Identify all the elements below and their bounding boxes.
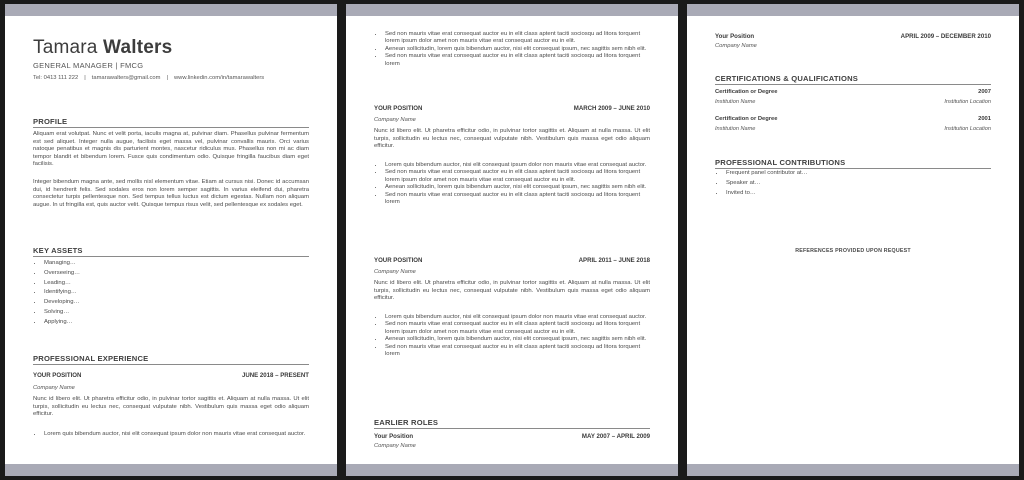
job-position: Your Position (374, 433, 414, 440)
list-item: • Leading… (43, 279, 309, 289)
page-header-band (346, 4, 678, 16)
job-dates: APRIL 2009 – DECEMBER 2010 (900, 33, 991, 40)
job-bullets (374, 314, 650, 358)
resume-page-3 (687, 4, 1019, 476)
list-item: • Speaker at… (725, 179, 991, 189)
job-title-row (715, 33, 991, 40)
list-item: • Sed non mauris vitae erat consequat auctor eu in elit class aptent taciti sociosqu ad litora torquent lorem ipsum dolor amet non mauris vitae erat consequat auctor eu in elit. (384, 321, 650, 336)
list-item: • Developing… (43, 298, 309, 308)
job-dates: MAY 2007 – APRIL 2009 (581, 433, 650, 440)
institution-location: Institution Location (944, 126, 991, 132)
list-item: • Managing… (43, 259, 309, 269)
contributions-list (715, 169, 991, 198)
job-company: Company Name (374, 443, 416, 449)
list-item: • Aenean sollicitudin, lorem quis bibendum auctor, nisi elit consequat ipsum, nec sagittis sem nibh elit. (384, 336, 650, 343)
certification-year: 2001 (978, 116, 991, 122)
section-heading-earlier-roles: EARLIER ROLES (374, 418, 650, 429)
list-item: • Applying… (43, 318, 309, 328)
page-footer-band (687, 464, 1019, 476)
list-item: • Aenean sollicitudin, lorem quis bibendum auctor, nisi elit consequat ipsum, nec sagittis sem nibh elit. (384, 46, 650, 53)
contact-linkedin[interactable]: www.linkedin.com/in/tamarawalters (173, 75, 265, 81)
job-dates: MARCH 2009 – JUNE 2010 (573, 105, 650, 112)
list-item: • Sed non mauris vitae erat consequat auctor eu in elit class aptent taciti sociosqu ad litora torquent lorem (384, 53, 650, 68)
certification-row (715, 116, 991, 122)
page-header-band (687, 4, 1019, 16)
certification-row (715, 89, 991, 95)
job-dates: APRIL 2011 – JUNE 2018 (578, 257, 650, 264)
certification-institution-row (715, 126, 991, 132)
list-item: • Frequent panel contributor at… (725, 169, 991, 179)
continued-bullets (374, 31, 650, 68)
list-item: • Sed non mauris vitae erat consequat auctor eu in elit class aptent taciti sociosqu ad litora torquent lorem ipsum dolor amet non mauris vitae erat consequat auctor eu in elit. (384, 169, 650, 184)
list-item: • Solving… (43, 308, 309, 318)
job-title-row (374, 433, 650, 440)
certification-year: 2007 (978, 89, 991, 95)
job-title-row (374, 105, 650, 112)
institution-location: Institution Location (944, 99, 991, 105)
job-bullets (33, 431, 309, 438)
certification-title: Certification or Degree (715, 116, 778, 122)
certification-institution-row (715, 99, 991, 105)
list-item: • Sed non mauris vitae erat consequat auctor eu in elit class aptent taciti sociosqu ad litora torquent lorem (384, 192, 650, 207)
list-item: • Overseeing… (43, 269, 309, 279)
section-heading-experience: PROFESSIONAL EXPERIENCE (33, 354, 309, 365)
page-header-band (5, 4, 337, 16)
job-position: YOUR POSITION (33, 372, 82, 379)
job-position: YOUR POSITION (374, 105, 423, 112)
list-item: • Invited to… (725, 189, 991, 199)
institution-name: Institution Name (715, 126, 756, 132)
section-heading-profile: PROFILE (33, 117, 309, 128)
section-heading-key-assets: KEY ASSETS (33, 246, 309, 257)
profile-paragraph-2: Integer bibendum magna ante, sed mollis nisl elementum vitae. Etiam at cursus nisi. Donec id accumsan dui, id hendrerit felis. Sed sodales eros non lorem semper sagittis. In varius eleifend dui, pharetra consectetur turpis pellentesque non. Sed tempus tellus luctus est dictum egestas. Nullam non aliquam augue. In ut fringilla est, quis auctor velit. Quisque tempus risus velit, sed pellentesque ex sodales eget. (33, 179, 309, 208)
contact-phone: Tel: 0413 111 222 (33, 75, 79, 81)
job-description: Nunc id libero elit. Ut pharetra efficitur odio, in pulvinar tortor sagittis et. Aliquam at nulla massa. Ut elit turpis, sollicitudin eu lectus nec, consequat vulputate nibh. Vestibulum quis massa eget odio aliquam efficitur. (33, 396, 309, 418)
job-company: Company Name (715, 43, 757, 49)
job-title-row (374, 257, 650, 264)
job-dates: JUNE 2018 – PRESENT (241, 372, 309, 379)
resume-page-1 (5, 4, 337, 476)
list-item: • Lorem quis bibendum auctor, nisi elit consequat ipsum dolor non mauris vitae erat consequat auctor. (384, 314, 650, 321)
list-item: • Identifying… (43, 288, 309, 298)
list-item: • Aenean sollicitudin, lorem quis bibendum auctor, nisi elit consequat ipsum, nec sagittis sem nibh elit. (384, 184, 650, 191)
institution-name: Institution Name (715, 99, 756, 105)
job-title-row (33, 372, 309, 379)
list-item: • Lorem quis bibendum auctor, nisi elit consequat ipsum dolor non mauris vitae erat consequat auctor. (384, 162, 650, 169)
references-note: REFERENCES PROVIDED UPON REQUEST (795, 248, 911, 254)
page-footer-band (5, 464, 337, 476)
contact-email[interactable]: tamarawalters@gmail.com (91, 75, 161, 81)
job-description: Nunc id libero elit. Ut pharetra efficitur odio, in pulvinar tortor sagittis et. Aliquam at nulla massa. Ut elit turpis, sollicitudin eu lectus nec, consequat vulputate nibh. Vestibulum quis massa eget odio aliquam efficitur. (374, 128, 650, 150)
profile-paragraph-1: Aliquam erat volutpat. Nunc et velit porta, iaculis magna at, pulvinar diam. Phasellus pulvinar fermentum est sed aliquet. Integer nulla augue, facilisis eget massa vel, pulvinar convallis mauris. Orci varius natoque penatibus et magnis dis parturient montes, nascetur ridiculus mus. Phasellus non mi ac diam tempor blandit et bibendum lorem. Fusce quis condimentum odio. Quisque fringilla faucibus diam eget facilisis. (33, 131, 309, 168)
job-company: Company Name (374, 117, 416, 123)
section-heading-contributions: PROFESSIONAL CONTRIBUTIONS (715, 158, 991, 169)
page-footer-band (346, 464, 678, 476)
section-heading-certifications: CERTIFICATIONS & QUALIFICATIONS (715, 74, 991, 85)
candidate-name: Tamara Walters (33, 37, 173, 58)
certification-title: Certification or Degree (715, 89, 778, 95)
job-company: Company Name (33, 385, 75, 391)
contact-line: Tel: 0413 111 222 | tamarawalters@gmail.com | www.linkedin.com/in/tamarawalters (33, 75, 265, 81)
list-item: • Sed non mauris vitae erat consequat auctor eu in elit class aptent taciti sociosqu ad litora torquent lorem ipsum dolor amet non mauris vitae erat consequat auctor eu in elit. (384, 31, 650, 46)
list-item: • Sed non mauris vitae erat consequat auctor eu in elit class aptent taciti sociosqu ad litora torquent lorem (384, 344, 650, 359)
candidate-role: GENERAL MANAGER | FMCG (33, 61, 144, 70)
job-position: Your Position (715, 33, 755, 40)
list-item: • Lorem quis bibendum auctor, nisi elit consequat ipsum dolor non mauris vitae erat consequat auctor. (43, 431, 309, 438)
job-company: Company Name (374, 269, 416, 275)
job-bullets (374, 162, 650, 206)
job-description: Nunc id libero elit. Ut pharetra efficitur odio, in pulvinar tortor sagittis et. Aliquam at nulla massa. Ut elit turpis, sollicitudin eu lectus nec, consequat vulputate nibh. Vestibulum quis massa eget odio aliquam efficitur. (374, 280, 650, 302)
job-position: YOUR POSITION (374, 257, 423, 264)
resume-page-2 (346, 4, 678, 476)
key-assets-list (33, 259, 309, 328)
